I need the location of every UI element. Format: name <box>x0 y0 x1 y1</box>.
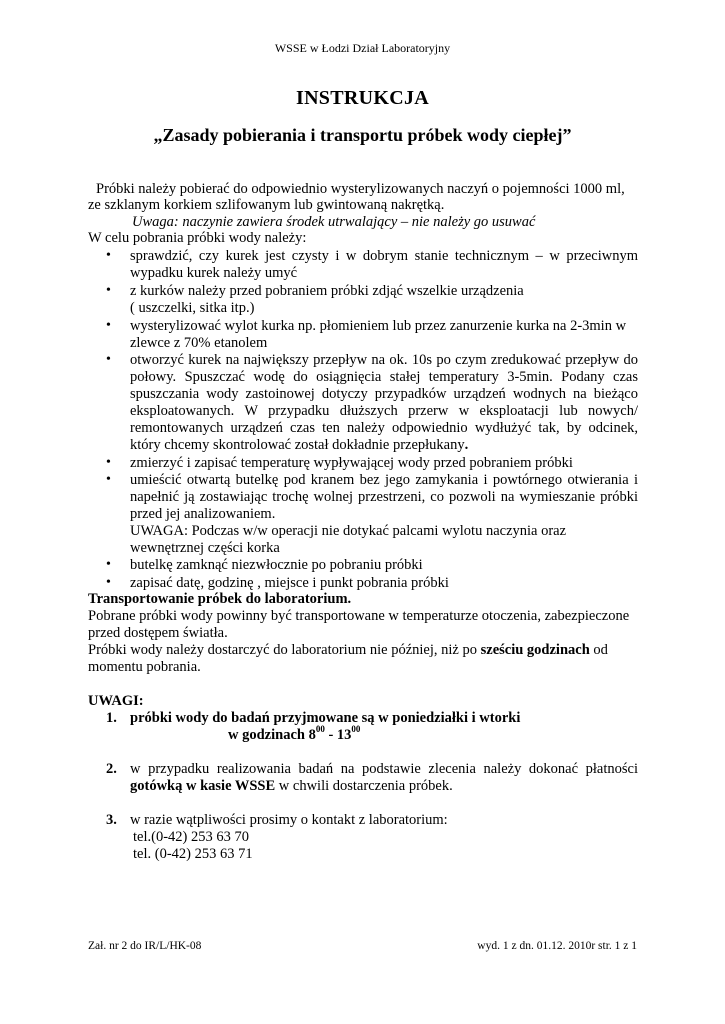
bullet-marker: • <box>106 352 111 367</box>
bullet-4-line-6-text: który chcemy skontrolować został dokładnie przepłukany <box>130 437 465 453</box>
intro-line-1: Próbki należy pobierać do odpowiednio wysterylizowanych naczyń o pojemności 1000 ml, <box>96 181 625 197</box>
remark-2-rest: w chwili dostarczenia próbek. <box>275 778 453 794</box>
transport-p2-bold: sześciu godzinach <box>480 642 590 658</box>
bullet-4-line-3: spuszczania wody zastoinowej dotyczy przypadków urządzeń wodnych na bieżąco <box>130 386 638 402</box>
bullet-marker: • <box>106 575 111 590</box>
remark-3-line-1: w razie wątpliwości prosimy o kontakt z laboratorium: <box>130 812 448 828</box>
footer-left: Zał. nr 2 do IR/L/HK-08 <box>88 940 202 952</box>
phone-2: tel. (0-42) 253 63 71 <box>133 846 253 862</box>
remark-1-number: 1. <box>106 710 117 726</box>
bullet-2-line-1: z kurków należy przed pobraniem próbki zdjąć wszelkie urządzenia <box>130 283 524 299</box>
transport-heading: Transportowanie próbek do laboratorium. <box>88 591 352 607</box>
transport-p2-line-1 <box>88 642 608 658</box>
intro-lead: W celu pobrania próbki wody należy: <box>88 230 307 246</box>
transport-p1-line-1: Pobrane próbki wody powinny być transportowane w temperaturze otoczenia, zabezpieczone <box>88 608 630 624</box>
intro-note: Uwaga: naczynie zawiera środek utrwalający – nie należy go usuwać <box>132 214 536 230</box>
remark-1-hours-mid: - 13 <box>324 727 352 743</box>
bullet-3-line-1: wysterylizować wylot kurka np. płomieniem lub przez zanurzenie kurka na 2-3min w <box>130 318 627 334</box>
remark-1-hours-sup-2: 00 <box>351 724 361 734</box>
footer-right: wyd. 1 z dn. 01.12. 2010r str. 1 z 1 <box>477 940 637 952</box>
bullet-1-line-1: sprawdzić, czy kurek jest czysty i w dobrym stanie technicznym – w przeciwnym <box>130 248 638 264</box>
remark-1-hours <box>228 724 361 743</box>
remark-1-line-1: próbki wody do badań przyjmowane są w poniedziałki i wtorki <box>130 710 521 726</box>
transport-p2-pre: Próbki wody należy dostarczyć do laboratorium nie później, niż po <box>88 642 481 658</box>
remark-2-line-2 <box>130 778 453 794</box>
bullet-6-line-2: napełnić ją zostawiając trochę wolnej przestrzeni, co pozwoli na wymieszanie próbki <box>130 489 638 505</box>
bullet-6-line-3: przed jej analizowaniem. <box>130 506 276 522</box>
remark-2-number: 2. <box>106 761 117 777</box>
remark-1-hours-sup-1: 00 <box>315 724 325 734</box>
bullet-2-line-2: ( uszczelki, sitka itp.) <box>130 300 255 316</box>
bullet-marker: • <box>106 283 111 298</box>
bullet-3-line-2: zlewce z 70% etanolem <box>130 335 268 351</box>
bullet-marker: • <box>106 455 111 470</box>
remark-3-number: 3. <box>106 812 117 828</box>
bullet-8-line-1: zapisać datę, godzinę , miejsce i punkt pobrania próbki <box>130 575 449 591</box>
transport-p2-line-2: momentu pobrania. <box>88 659 201 675</box>
transport-p1-line-2: przed dostępem światła. <box>88 625 228 641</box>
bullet-6-line-1: umieścić otwartą butelkę pod kranem bez jego zamykania i powtórnego otwierania i <box>130 472 638 488</box>
transport-p2-post: od <box>589 642 608 658</box>
intro-line-2: ze szklanym korkiem szlifowanym lub gwintowaną nakrętką. <box>88 197 445 213</box>
bullet-4-line-4: eksploatowanych. W przypadku dłuższych przerw w eksploatacji lub nowych/ <box>130 403 638 419</box>
page-header: WSSE w Łodzi Dział Laboratoryjny <box>274 41 451 55</box>
bullet-5-line-1: zmierzyć i zapisać temperaturę wypływającej wody przed pobraniem próbki <box>130 455 573 471</box>
bullet-4-line-5: remontowanych urządzeń czas ten należy odpowiednio wydłużyć tak, by odcinek, <box>130 420 638 436</box>
bullet-marker: • <box>106 472 111 487</box>
bullet-marker: • <box>106 318 111 333</box>
remark-2-line-1: w przypadku realizowania badań na podstawie zlecenia należy dokonać płatności <box>130 761 638 777</box>
bullet-marker: • <box>106 248 111 263</box>
bullet-4-line-6 <box>130 437 468 453</box>
bullet-6-line-4: UWAGA: Podczas w/w operacji nie dotykać palcami wylotu naczynia oraz <box>130 523 567 539</box>
bullet-marker: • <box>106 557 111 572</box>
bullet-7-line-1: butelkę zamknąć niezwłocznie po pobraniu próbki <box>130 557 423 573</box>
bullet-1-line-2: wypadku kurek należy umyć <box>130 265 298 281</box>
bullet-4-line-1: otworzyć kurek na największy przepływ na ok. 10s po czym zredukować przepływ do <box>130 352 638 368</box>
remarks-heading: UWAGI: <box>88 693 144 709</box>
document-title: INSTRUKCJA <box>295 87 430 109</box>
remark-1-hours-prefix: w godzinach 8 <box>228 727 316 743</box>
bullet-4-line-2: połowy. Spuszczać wodę do osiągnięcia stałej temperatury 3-5min. Podany czas <box>130 369 638 385</box>
bullet-6-line-5: wewnętrznej części korka <box>130 540 280 556</box>
bullet-4-period: . <box>464 437 469 453</box>
phone-1: tel.(0-42) 253 63 70 <box>133 829 249 845</box>
remark-2-bold: gotówką w kasie WSSE <box>130 778 276 794</box>
document-subtitle: „Zasady pobierania i transportu próbek wody ciepłej” <box>153 125 572 145</box>
